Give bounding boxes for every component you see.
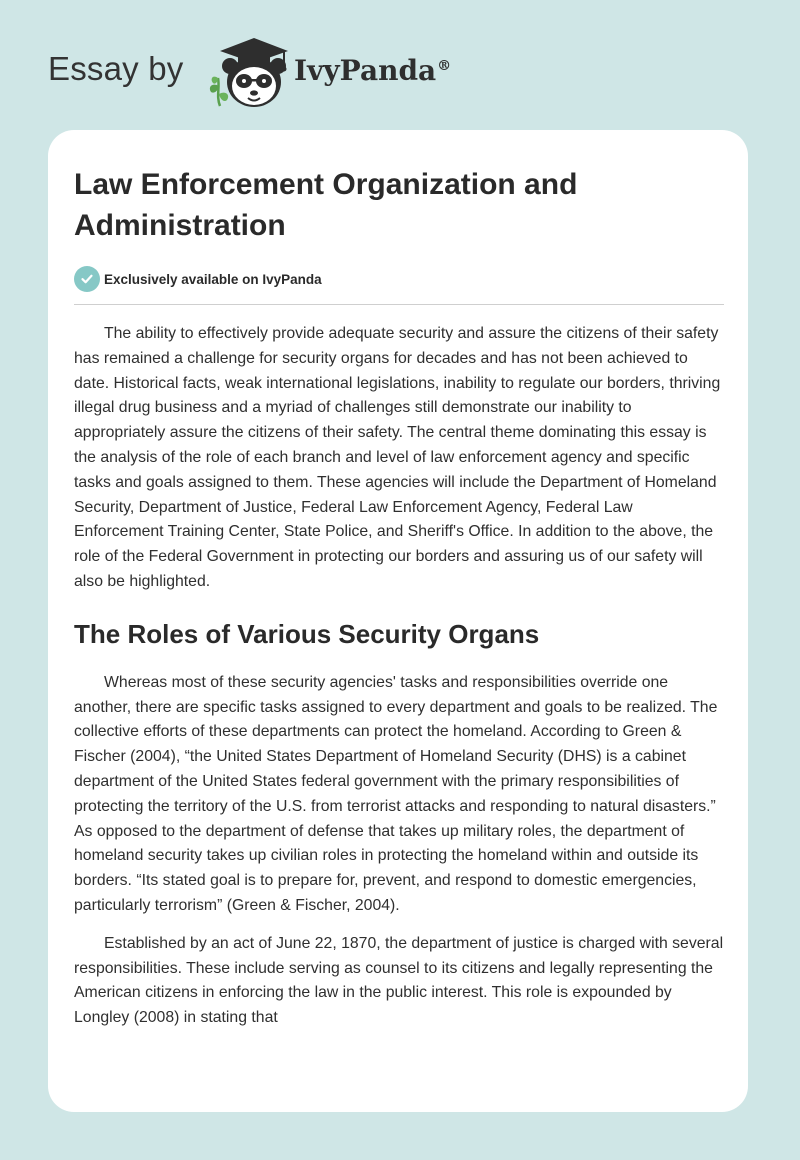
exclusive-badge: [74, 265, 724, 293]
exclusive-badge-label: Exclusively available on IvyPanda: [104, 271, 322, 287]
brand-name: [294, 54, 451, 87]
divider: [74, 304, 724, 305]
section-heading: The Roles of Various Security Organs: [74, 618, 540, 649]
article-content: [74, 164, 724, 1031]
body-paragraph: Whereas most of these security agencies' tasks and responsibilities override one another, there are specific tasks assigned to every department and goals to be realized. The collective efforts of these departments can protect the homeland. According to Green & Fischer (2004), “the United States Department of Homeland Security (DHS) is a cabinet department of the United States federal government with the primary responsibilities of protecting the territory of the U.S. from terrorist attacks and responding to natural disasters.” As opposed to the department of defense that takes up military roles, the department of homeland security takes up civilian roles in protecting the homeland within and outside its borders. “Its stated goal is to prepare for, prevent, and respond to domestic emergencies, particularly terrorism” (Green & Fischer, 2004).: [74, 673, 718, 914]
brand-name-text: IvyPanda: [294, 54, 437, 87]
article-title: Law Enforcement Organization and Administration: [74, 168, 578, 242]
body-paragraph: Established by an act of June 22, 1870, the department of justice is charged with several responsibilities. These include serving as counsel to its citizens and legally representing the American citizens in enforcing the law in the public interest. This role is expounded by Longley (2008) in stating that: [74, 934, 724, 1027]
article-card: [48, 130, 748, 1112]
ivypanda-logo-icon[interactable]: [202, 34, 294, 110]
intro-paragraph: The ability to effectively provide adequate security and assure the citizens of their safety has remained a challenge for security organs for decades and has not been achieved to date. Historical facts, weak international legislations, inability to regulate our borders, thriving illegal drug business and a myriad of challenges still demonstrate our inability to appropriately assure the citizens of their safety. The central theme dominating this essay is the analysis of the role of each branch and level of law enforcement agency and specific tasks and goals assigned to them. These agencies will include the Department of Homeland Security, Department of Justice, Federal Law Enforcement Agency, Federal Law Enforcement Training Center, State Police, and Sheriff's Office. In addition to the above, the role of the Federal Government in protecting our borders and assuring us of our safety will also be highlighted.: [74, 325, 721, 590]
site-header: [48, 34, 568, 110]
registered-mark: ®: [437, 57, 452, 74]
check-icon: [74, 266, 100, 292]
brand-prefix: Essay by: [48, 50, 184, 87]
